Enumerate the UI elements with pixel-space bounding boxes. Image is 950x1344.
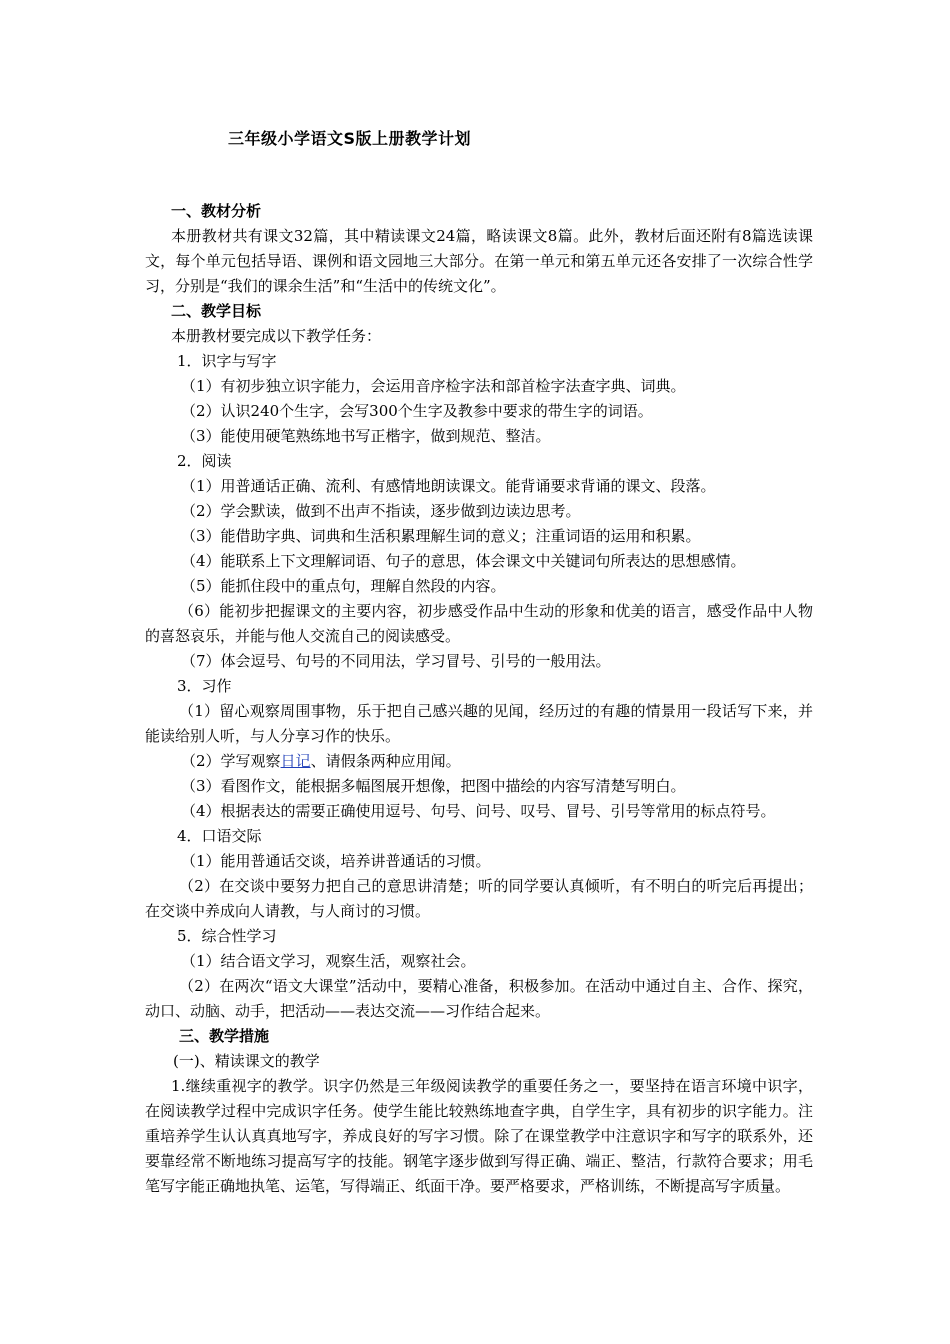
goal-title-comprehensive: 5．综合性学习 <box>177 927 277 945</box>
goal-item: （1）有初步独立识字能力，会运用音序检字法和部首检字法查字典、词典。 <box>181 377 686 395</box>
goal-item <box>145 749 813 774</box>
goal-item: （3）看图作文，能根据多幅图展开想像，把图中描绘的内容写清楚写明白。 <box>181 777 686 795</box>
goal-item: （1）结合语文学习，观察生活，观察社会。 <box>181 952 476 970</box>
section-heading-2: 二、教学目标 <box>171 302 262 320</box>
goal-item-text: （2）学写观察 <box>181 752 281 770</box>
goal-item: （2）在交谈中要努力把自己的意思讲清楚；听的同学要认真倾听，有不明白的听完后再提出；在交谈中养成向人请教，与人商讨的习惯。 <box>145 877 813 920</box>
subsection-heading: (一)、精读课文的教学 <box>173 1052 320 1070</box>
document-title: 三年级小学语文S版上册教学计划 <box>228 129 472 148</box>
goal-item: （7）体会逗号、句号的不同用法，学习冒号、引号的一般用法。 <box>181 652 611 670</box>
goal-item: （2）学会默读，做到不出声不指读，逐步做到边读边思考。 <box>181 502 581 520</box>
goal-item: （1）能用普通话交谈，培养讲普通话的习惯。 <box>181 852 491 870</box>
goal-item: （2）在两次“语文大课堂”活动中，要精心准备，积极参加。在活动中通过自主、合作、探究，动口、动脑、动手，把活动——表达交流——习作结合起来。 <box>145 977 813 1020</box>
goal-item: （6）能初步把握课文的主要内容，初步感受作品中生动的形象和优美的语言，感受作品中人物的喜怒哀乐，并能与他人交流自己的阅读感受。 <box>145 602 813 645</box>
goal-item-text: 、请假条两种应用闻。 <box>310 752 461 770</box>
goal-item: （2）认识240个生字，会写300个生字及教参中要求的带生字的词语。 <box>181 402 653 420</box>
goal-title-oral: 4．口语交际 <box>177 827 262 845</box>
goal-item: （1）留心观察周围事物，乐于把自己感兴趣的见闻，经历过的有趣的情景用一段话写下来，并能读给别人听，与人分享习作的快乐。 <box>145 702 813 745</box>
document-body <box>145 199 813 1199</box>
goal-item: （4）能联系上下文理解词语、句子的意思，体会课文中关键词句所表达的思想感情。 <box>181 552 746 570</box>
section-2-intro: 本册教材要完成以下教学任务： <box>171 327 382 345</box>
goal-item: （5）能抓住段中的重点句，理解自然段的内容。 <box>181 577 506 595</box>
section-3-paragraph: 1.继续重视字的教学。识字仍然是三年级阅读教学的重要任务之一，要坚持在语言环境中识字，在阅读教学过程中完成识字任务。使学生能比较熟练地查字典，自学生字，具有初步的识字能力。注重培养学生认认真真地写字，养成良好的写字习惯。除了在课堂教学中注意识字和写字的联系外，还要靠经常不断地练习提高写字的技能。钢笔字逐步做到写得正确、端正、整洁，行款符合要求；用毛笔写字能正确地执笔、运笔，写得端正、纸面干净。要严格要求，严格训练，不断提高写字质量。 <box>145 1077 813 1195</box>
goal-title-reading: 2．阅读 <box>177 452 232 470</box>
diary-link[interactable]: 日记 <box>280 752 311 770</box>
goal-title-writing: 3．习作 <box>177 677 232 695</box>
goal-item: （1）用普通话正确、流利、有感情地朗读课文。能背诵要求背诵的课文、段落。 <box>181 477 716 495</box>
section-heading-3: 三、教学措施 <box>179 1027 270 1045</box>
goal-title-literacy: 1．识字与写字 <box>177 352 277 370</box>
goal-item: （3）能借助字典、词典和生活积累理解生词的意义；注重词语的运用和积累。 <box>181 527 701 545</box>
goal-item: （3）能使用硬笔熟练地书写正楷字，做到规范、整洁。 <box>181 427 551 445</box>
goal-item: （4）根据表达的需要正确使用逗号、句号、问号、叹号、冒号、引号等常用的标点符号。 <box>181 802 776 820</box>
section-1-paragraph: 本册教材共有课文32篇，其中精读课文24篇，略读课文8篇。此外，教材后面还附有8篇选读课文，每个单元包括导语、课例和语文园地三大部分。在第一单元和第五单元还各安排了一次综合性学习，分别是“我们的课余生活”和“生活中的传统文化”。 <box>145 227 813 295</box>
section-heading-1: 一、教材分析 <box>171 202 262 220</box>
